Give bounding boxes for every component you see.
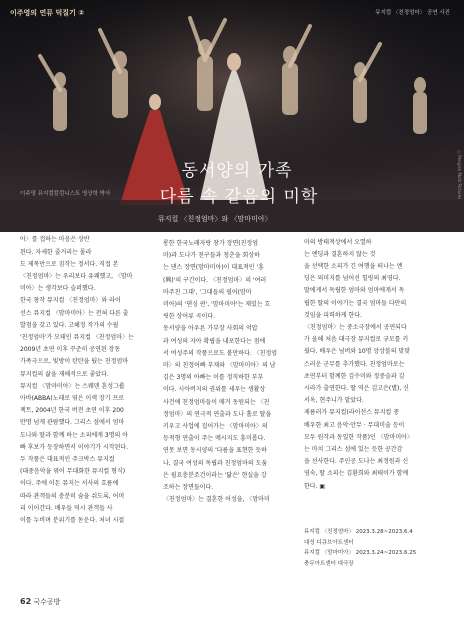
body-line: 을 선사한다. 주인공 도나는 최정원과 신 (304, 458, 409, 466)
body-line: 김은 3명의 아빠는 이를 정직하한 부부 (163, 374, 264, 382)
body-line: 한국 창작 뮤지컬 〈친정엄마〉와 라이 (20, 297, 121, 305)
body-line: 을 선택한 소피가 긴 여행을 떠나는 엔 (304, 263, 403, 271)
body-line: 아〉는 결혼하려는 여성을 (304, 202, 372, 209)
body-line: 미아)의 '댄싱 퀸', '맘마미아'는 재밌는 흐 (163, 301, 271, 309)
body-line: 빠 후보가 등장하면서 이야기가 시작된다. (20, 443, 129, 451)
body-line: 〈친정엄마〉는 결혼한 어성을, 〈맘마미 (163, 496, 270, 504)
body-line: 배우한 최고 음악·안무 · 무대미술 등이 (304, 421, 405, 429)
body-line: 조하는 장면들이다. (163, 484, 214, 492)
body-line: 이다. 주에 이돈 뮤지는 서사의 흐름에 (20, 480, 119, 488)
side-credit: ⓒ Pengoin Multi Pictures (457, 150, 462, 200)
body-line: 도나와 딸과 함께 하는 소피에게 3명의 아 (20, 431, 128, 439)
body-line: 된다. 자세한 줄거리는 몰라 (20, 248, 92, 256)
body-line: 선스 뮤지컬 〈맘마미아〉는 전혀 다른 출 (20, 309, 129, 317)
body-line: 리 이어간다. 배우들 역시 관객들 사 (20, 504, 113, 512)
body-line: 서 여성주의 작품으로도 볼만하다. 〈친정엄 (163, 349, 278, 357)
body-line: 이를 누비며 분위기를 돋운다. 처녀 시절 (20, 517, 125, 525)
body-line: 시라가 출연한다. 딸 역은 김고은(별), 신 (304, 385, 409, 393)
body-line: 는 엔딩과 결혼하지 않는 것 (304, 250, 376, 258)
body-line: 마주친 그대', '그대들의 필어(맘마 (163, 288, 252, 296)
body-line: 마의 방태적상에서 오열하 (304, 238, 372, 246)
info-line: 충무아트센터 대극장 (304, 560, 354, 567)
performance-info (304, 527, 416, 569)
magazine-name: 국수공방 (33, 598, 61, 606)
body-line: 초연부터 함께한 김수미와 정중슬과 김 (304, 372, 405, 380)
body-line: 이하지만, 상황한다. 친정엄 (304, 226, 376, 234)
author-byline: 이주영 뮤지컬칼럼니스트 영상학 박사 (20, 191, 111, 197)
body-line: 릿한 상어류 곡이다. (163, 313, 216, 321)
body-line: 나, 결국 여성의 독립과 친정엄마의 도움 (163, 459, 268, 467)
body-line: 〈친정엄마〉는 우리보다 유쾌했고, 〈맘마 (20, 273, 133, 281)
body-line: 이다. 시아버지의 권위를 세우는 생활상 (163, 386, 266, 394)
body-line: 따라 관객들의 충분히 숨을 쉬도록, 어머 (20, 492, 125, 500)
body-line: 가 올해 처음 대극장 뮤지컬로 규모를 키 (304, 336, 409, 344)
body-column-1 (20, 210, 140, 527)
body-line: 한다. ▣ (304, 482, 326, 490)
body-column-3 (304, 200, 444, 493)
body-line: (대중음악을 엮어 무대화한 뮤지컬 형식) (20, 468, 126, 476)
page-number: 62 (20, 597, 32, 606)
article-title-line2: 다름 속 같음의 미학 (159, 187, 319, 207)
body-line: 연못 보면 동시양의 '다름을 표현한 듯하 (163, 447, 267, 455)
page-footer (20, 597, 60, 607)
body-line: 미아〉는 생각보다 슬퍼했다. (20, 285, 96, 293)
body-line: 뮤지컬 〈맘마미아〉는 스웨덴 혼성그룹 (20, 382, 125, 390)
body-line: 롱한 한국노래자랑 창가 장면(친정엄 (163, 240, 259, 247)
body-line: 것임을 피력하게 한다. (304, 311, 362, 319)
body-line: 아〉를 접하는 마음은 상반 (20, 236, 90, 244)
body-line: 제름러가 뮤지컬(라이선스 뮤지컬 중 (304, 409, 400, 417)
body-line: 서옥, 현주니가 맡았다. (304, 397, 364, 405)
body-line: 아바(ABBA)노래로 엮은 이색 장기 프로 (20, 395, 125, 403)
body-line: 등적형 연출이 주는 메시지도 흥미롭다. (163, 435, 266, 443)
body-line: 발점을 갖고 있다. 고혜정 작가의 수필 (20, 321, 119, 329)
body-line: 은 필요충분조건이라는 '닮은' 현실을 강 (163, 471, 267, 479)
article-subtitle: 뮤지컬 〈친정엄마〉와 〈맘마미아〉 (158, 215, 272, 223)
article-title-line1: 동서양의 가족 (181, 161, 293, 181)
body-line: 는 마치 그리스 섬에 있는 듯한 공간감 (304, 446, 403, 454)
body-line: 립한 딸의 이야기는 결국 엄마들 다만의 (304, 299, 407, 307)
body-line: 동서양을 아우른 가부장 사회의 억압 (163, 325, 258, 333)
body-line: 사건에 친정엄마들이 매거 동원되는 〈친 (163, 398, 270, 406)
body-line: 과 여성의 자아 확립을 내포한다는 점에 (163, 337, 266, 345)
body-line: 정엄마〉의 연극적 연출과 도나 홀로 딸을 (163, 410, 272, 418)
info-line: 뮤지컬 〈친정엄마〉 2023.3.28~2023.6.4 (304, 529, 413, 535)
body-line: 딩은 의미지를 넘어선 힐링의 최영다. (304, 275, 401, 283)
body-line: 마〉의 친정어빠 부재와 〈맘마미아〉의 남 (163, 362, 276, 370)
body-line: 딸에게서 독립한 엄마와 엄마에게서 독 (304, 287, 405, 295)
body-line: 〈친정엄마〉는 중소극장에서 공연되다 (304, 324, 407, 332)
body-line: 스러운 군무를 추가했다. 친정엄마로는 (304, 360, 405, 368)
body-line: 키우고 사업에 집어가는 〈맘마미아〉의 (163, 423, 268, 431)
body-line: 다룬다는 점에서 결말은 상 (304, 214, 374, 222)
body-line: 만명 넘게 관람했다. 그리스 섬에서 엄마 (20, 419, 125, 427)
body-line: 올 순서와 출출 준비, 뮤 (20, 212, 82, 219)
body-line: 가족극으로, 빛방이 탄탄을 뒀는 친정엄마 (20, 358, 129, 366)
body-line: 영숙, 딸 소피는 김환희와 최태이가 함께 (304, 470, 409, 478)
info-line: 대성 디큐브아트센터 (304, 539, 354, 546)
photo-credit: 뮤지컬 〈친정엄마〉 공연 사진 (375, 10, 450, 16)
body-column-2 (163, 238, 293, 506)
body-line: 웠다. 배우은 넘버와 10명 앙상블의 맞맞 (304, 348, 411, 356)
series-label: 이주영의 연뮤 덕질기 ② (10, 9, 85, 17)
body-line: 모두 원작과 동일한 작품)인 〈맘마미아〉 (304, 433, 413, 441)
body-line: '친정엄마'가 모태인 뮤지컬 〈친정엄마〉는 (20, 334, 134, 342)
body-line: 뮤지컬의 삶을 재해석으로 좋았다. (20, 370, 109, 378)
body-line: 마)과 도나가 친구들과 청춘을 회상하 (163, 252, 260, 260)
body-line: 젝트, 2004년 한국 버전 초연 이후 200 (20, 407, 124, 415)
info-line: 뮤지컬 〈맘마미아〉 2023.3.24~2023.6.25 (304, 550, 417, 556)
body-line: 두 작품은 대표적인 주크박스 뮤지컬 (20, 456, 115, 464)
body-line: 지컬 〈친정엄마〉와 〈맘마미 (20, 224, 100, 232)
body-line: 는 댄스 장면(맘마미아)이 대표적인 '흥 (163, 264, 264, 272)
body-line: 도 제목만으로 짐작는 정서다. 직접 본 (20, 260, 119, 268)
body-line: 2009년 초연 이후 꾸준히 공연된 장동 (20, 346, 121, 354)
body-line: (興)'의 구간이다. 〈친정엄마〉의 '여러 (163, 276, 267, 284)
cover-photo (0, 0, 464, 232)
